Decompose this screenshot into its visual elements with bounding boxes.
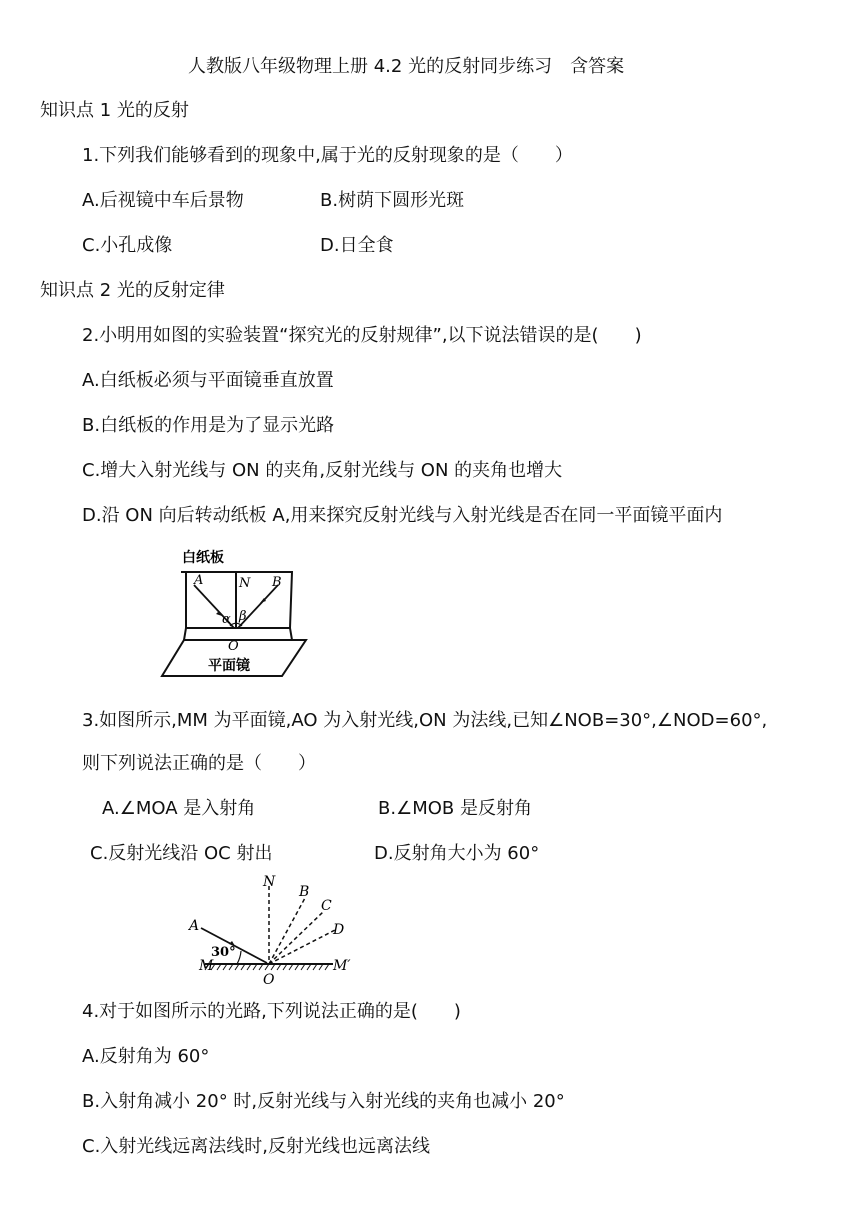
point-o-label: O bbox=[263, 972, 275, 988]
section-heading: 知识点 2 光的反射定律 bbox=[40, 280, 225, 301]
option-d: D.沿 ON 向后转动纸板 A,用来探究反射光线与入射光线是否在同一平面镜平面内 bbox=[82, 505, 723, 526]
option-c: C.入射光线远离法线时,反射光线也远离法线 bbox=[82, 1136, 431, 1157]
angle-label: 30° bbox=[211, 945, 236, 960]
mirror-rays-figure bbox=[185, 872, 360, 990]
section-heading: 知识点 1 光的反射 bbox=[40, 100, 189, 121]
option-d: D.反射角大小为 60° bbox=[374, 843, 540, 864]
question-stem: 4.对于如图所示的光路,下列说法正确的是( ) bbox=[82, 1001, 461, 1022]
point-a-label: A bbox=[189, 918, 200, 934]
option-b: B.树荫下圆形光斑 bbox=[320, 190, 465, 211]
alpha-label: α bbox=[222, 612, 231, 627]
angle-arc bbox=[237, 951, 241, 964]
option-a: A.白纸板必须与平面镜垂直放置 bbox=[82, 370, 334, 391]
board-edge bbox=[184, 628, 186, 640]
point-m-label: M bbox=[199, 958, 214, 974]
option-a: A.∠MOA 是入射角 bbox=[102, 798, 256, 819]
ray-ob bbox=[269, 898, 305, 964]
beta-label: β bbox=[239, 609, 247, 624]
option-c: C.反射光线沿 OC 射出 bbox=[90, 843, 273, 864]
point-o-label: O bbox=[228, 639, 239, 654]
point-a-label: A bbox=[194, 573, 204, 588]
ray-od bbox=[269, 930, 335, 964]
question-stem-continued: 则下列说法正确的是（ ） bbox=[82, 753, 316, 774]
question-stem: 2.小明用如图的实验装置“探究光的反射规律”,以下说法错误的是( ) bbox=[82, 325, 642, 346]
option-d: D.日全食 bbox=[320, 235, 394, 256]
board-edge bbox=[290, 628, 292, 640]
ray-oc bbox=[269, 912, 323, 964]
reflection-apparatus-figure bbox=[160, 540, 320, 680]
point-d-label: D bbox=[333, 922, 345, 938]
option-b: B.白纸板的作用是为了显示光路 bbox=[82, 415, 335, 436]
point-b-label: B bbox=[299, 884, 310, 900]
point-n-label: N bbox=[263, 874, 276, 890]
point-c-label: C bbox=[321, 898, 332, 914]
point-m2-label: M′ bbox=[333, 958, 351, 974]
question-stem: 3.如图所示,MM 为平面镜,AO 为入射光线,ON 为法线,已知∠NOB=30°,∠NOD=60°, bbox=[82, 710, 768, 731]
board-label: 白纸板 bbox=[182, 550, 224, 566]
point-n-label: N bbox=[239, 576, 251, 591]
option-c: C.增大入射光线与 ON 的夹角,反射光线与 ON 的夹角也增大 bbox=[82, 460, 563, 481]
point-b-label: B bbox=[272, 575, 282, 590]
option-b: B.入射角减小 20° 时,反射光线与入射光线的夹角也减小 20° bbox=[82, 1091, 565, 1112]
option-a: A.后视镜中车后景物 bbox=[82, 190, 244, 211]
option-b: B.∠MOB 是反射角 bbox=[378, 798, 532, 819]
option-c: C.小孔成像 bbox=[82, 235, 173, 256]
question-stem: 1.下列我们能够看到的现象中,属于光的反射现象的是（ ） bbox=[82, 145, 573, 166]
option-a: A.反射角为 60° bbox=[82, 1046, 210, 1067]
page-title: 人教版八年级物理上册 4.2 光的反射同步练习 含答案 bbox=[188, 56, 625, 77]
mirror-label: 平面镜 bbox=[208, 658, 250, 674]
